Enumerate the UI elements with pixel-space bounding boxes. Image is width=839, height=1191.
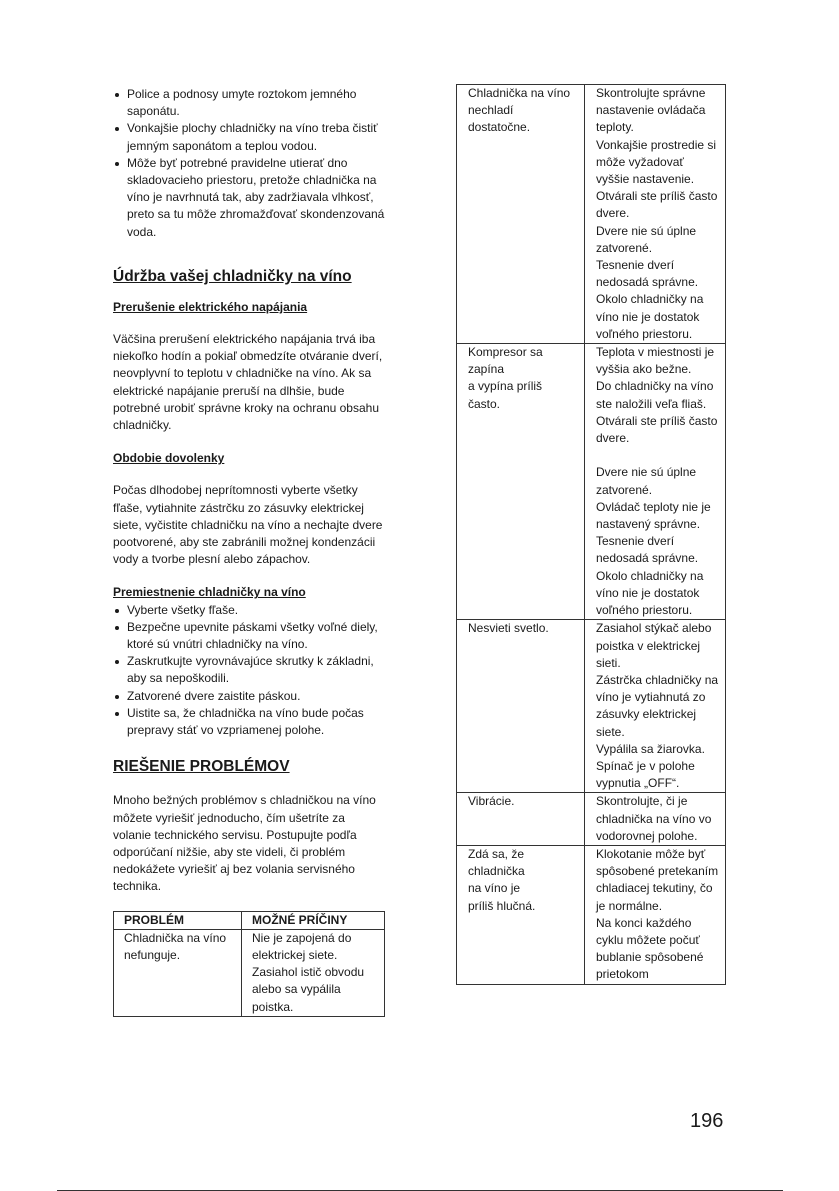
list-item: Vonkajšie plochy chladničky na víno treba čistiť jemným saponátom a teplou vodou. xyxy=(113,120,385,154)
moving-bullet-list xyxy=(113,602,385,740)
list-item: Vyberte všetky fľaše. xyxy=(113,602,385,619)
problem-cell: Zdá sa, že chladnička na víno je príliš hlučná. xyxy=(457,845,585,984)
troubleshooting-intro: Mnoho bežných problémov s chladničkou na víno môžete vyriešiť jednoducho, čím ušetríte za volanie technického servisu. Postupujte podľa odporúčaní nižšie, aby ste videli, či problém nedokážete vyriešiť aj bez volania servisného technika. xyxy=(113,793,376,894)
header-problem: PROBLÉM xyxy=(114,911,242,929)
troubleshooting-table-left xyxy=(113,911,385,1017)
list-item: Uistite sa, že chladnička na víno bude počas prepravy stáť vo vzpriamenej polohe. xyxy=(113,705,385,739)
causes-cell: Skontrolujte, či je chladnička na víno vo vodorovnej polohe. xyxy=(585,793,726,846)
problem-cell: Chladnička na víno nefunguje. xyxy=(114,929,242,1016)
list-item: Môže byť potrebné pravidelne utierať dno skladovacieho priestoru, pretože chladnička na víno je navrhnutá tak, aby zadržiavala vlhkosť, preto sa tu môže zhromažďovať skondenzovaná voda. xyxy=(113,155,385,241)
table-row xyxy=(457,793,726,846)
causes-cell: Teplota v miestnosti je vyššia ako bežne. Do chladničky na víno ste naložili veľa fliaš. Otvárali ste príliš často dvere. Dvere nie sú úplne zatvorené. Ovládač teploty nie je nastavený správne. Tesnenie dverí nedosadá správne. Okolo chladničky na víno nie je dostatok voľného priestoru. xyxy=(585,344,726,620)
power-outage-text: Väčšina prerušení elektrického napájania trvá iba niekoľko hodín a pokiaľ obmedzíte otváranie dverí, neovplyvní to teplotu v chladničke na víno. Ak sa elektrické napájanie preruší na dlhšie, bude potrebné urobiť správne kroky na ochranu obsahu chladničky. xyxy=(113,332,383,433)
header-causes: MOŽNÉ PRÍČINY xyxy=(242,911,385,929)
moving-heading: Premiestnenie chladničky na víno xyxy=(113,585,306,600)
problem-cell: Nesvieti svetlo. xyxy=(457,620,585,793)
table-row xyxy=(457,845,726,984)
problem-cell: Vibrácie. xyxy=(457,793,585,846)
list-item: Police a podnosy umyte roztokom jemného saponátu. xyxy=(113,86,385,120)
power-outage-heading: Prerušenie elektrického napájania xyxy=(113,299,308,314)
causes-cell: Nie je zapojená do elektrickej siete. Zasiahol istič obvodu alebo sa vypálila poistka. xyxy=(242,929,385,1016)
table-row xyxy=(114,929,385,1016)
page-number: 196 xyxy=(690,1110,724,1132)
troubleshooting-table-right xyxy=(456,84,726,985)
problem-cell: Kompresor sa zapína a vypína príliš často. xyxy=(457,344,585,620)
list-item: Zatvorené dvere zaistite páskou. xyxy=(113,688,385,705)
table-header-row xyxy=(114,911,385,929)
list-item: Zaskrutkujte vyrovnávajúce skrutky k základni, aby sa nepoškodili. xyxy=(113,653,385,687)
causes-cell: Skontrolujte správne nastavenie ovládača teploty. Vonkajšie prostredie si môže vyžadovať vyššie nastavenie. Otvárali ste príliš často dvere. Dvere nie sú úplne zatvorené. Tesnenie dverí nedosadá správne. Okolo chladničky na víno nie je dostatok voľného priestoru. xyxy=(585,85,726,344)
causes-cell: Zasiahol stýkač alebo poistka v elektrickej sieti. Zástrčka chladničky na víno je vytiahnutá zo zásuvky elektrickej siete. Vypálila sa žiarovka. Spínač je v polohe vypnutia „OFF“. xyxy=(585,620,726,793)
right-column xyxy=(456,84,726,985)
troubleshooting-heading: RIEŠENIE PROBLÉMOV xyxy=(113,758,290,776)
causes-cell: Klokotanie môže byť spôsobené pretekaním chladiacej tekutiny, čo je normálne. Na konci každého cyklu môžete počuť bublanie spôsobené prietokom xyxy=(585,845,726,984)
table-row xyxy=(457,85,726,344)
vacation-heading: Obdobie dovolenky xyxy=(113,451,225,466)
problem-cell: Chladnička na víno nechladí dostatočne. xyxy=(457,85,585,344)
table-row xyxy=(457,344,726,620)
vacation-text: Počas dlhodobej neprítomnosti vyberte všetky fľaše, vytiahnite zástrčku zo zásuvky elektrickej siete, vyčistite chladničku na víno a nechajte dvere pootvorené, aby ste zabránili možnej kondenzácii vody a tvorbe plesní alebo zápachov. xyxy=(113,483,383,567)
maintenance-heading: Údržba vašej chladničky na víno xyxy=(113,267,352,285)
left-column xyxy=(113,86,385,1017)
table-row xyxy=(457,620,726,793)
list-item: Bezpečne upevnite páskami všetky voľné diely, ktoré sú vnútri chladničky na víno. xyxy=(113,619,385,653)
cleaning-bullet-list xyxy=(113,86,385,241)
